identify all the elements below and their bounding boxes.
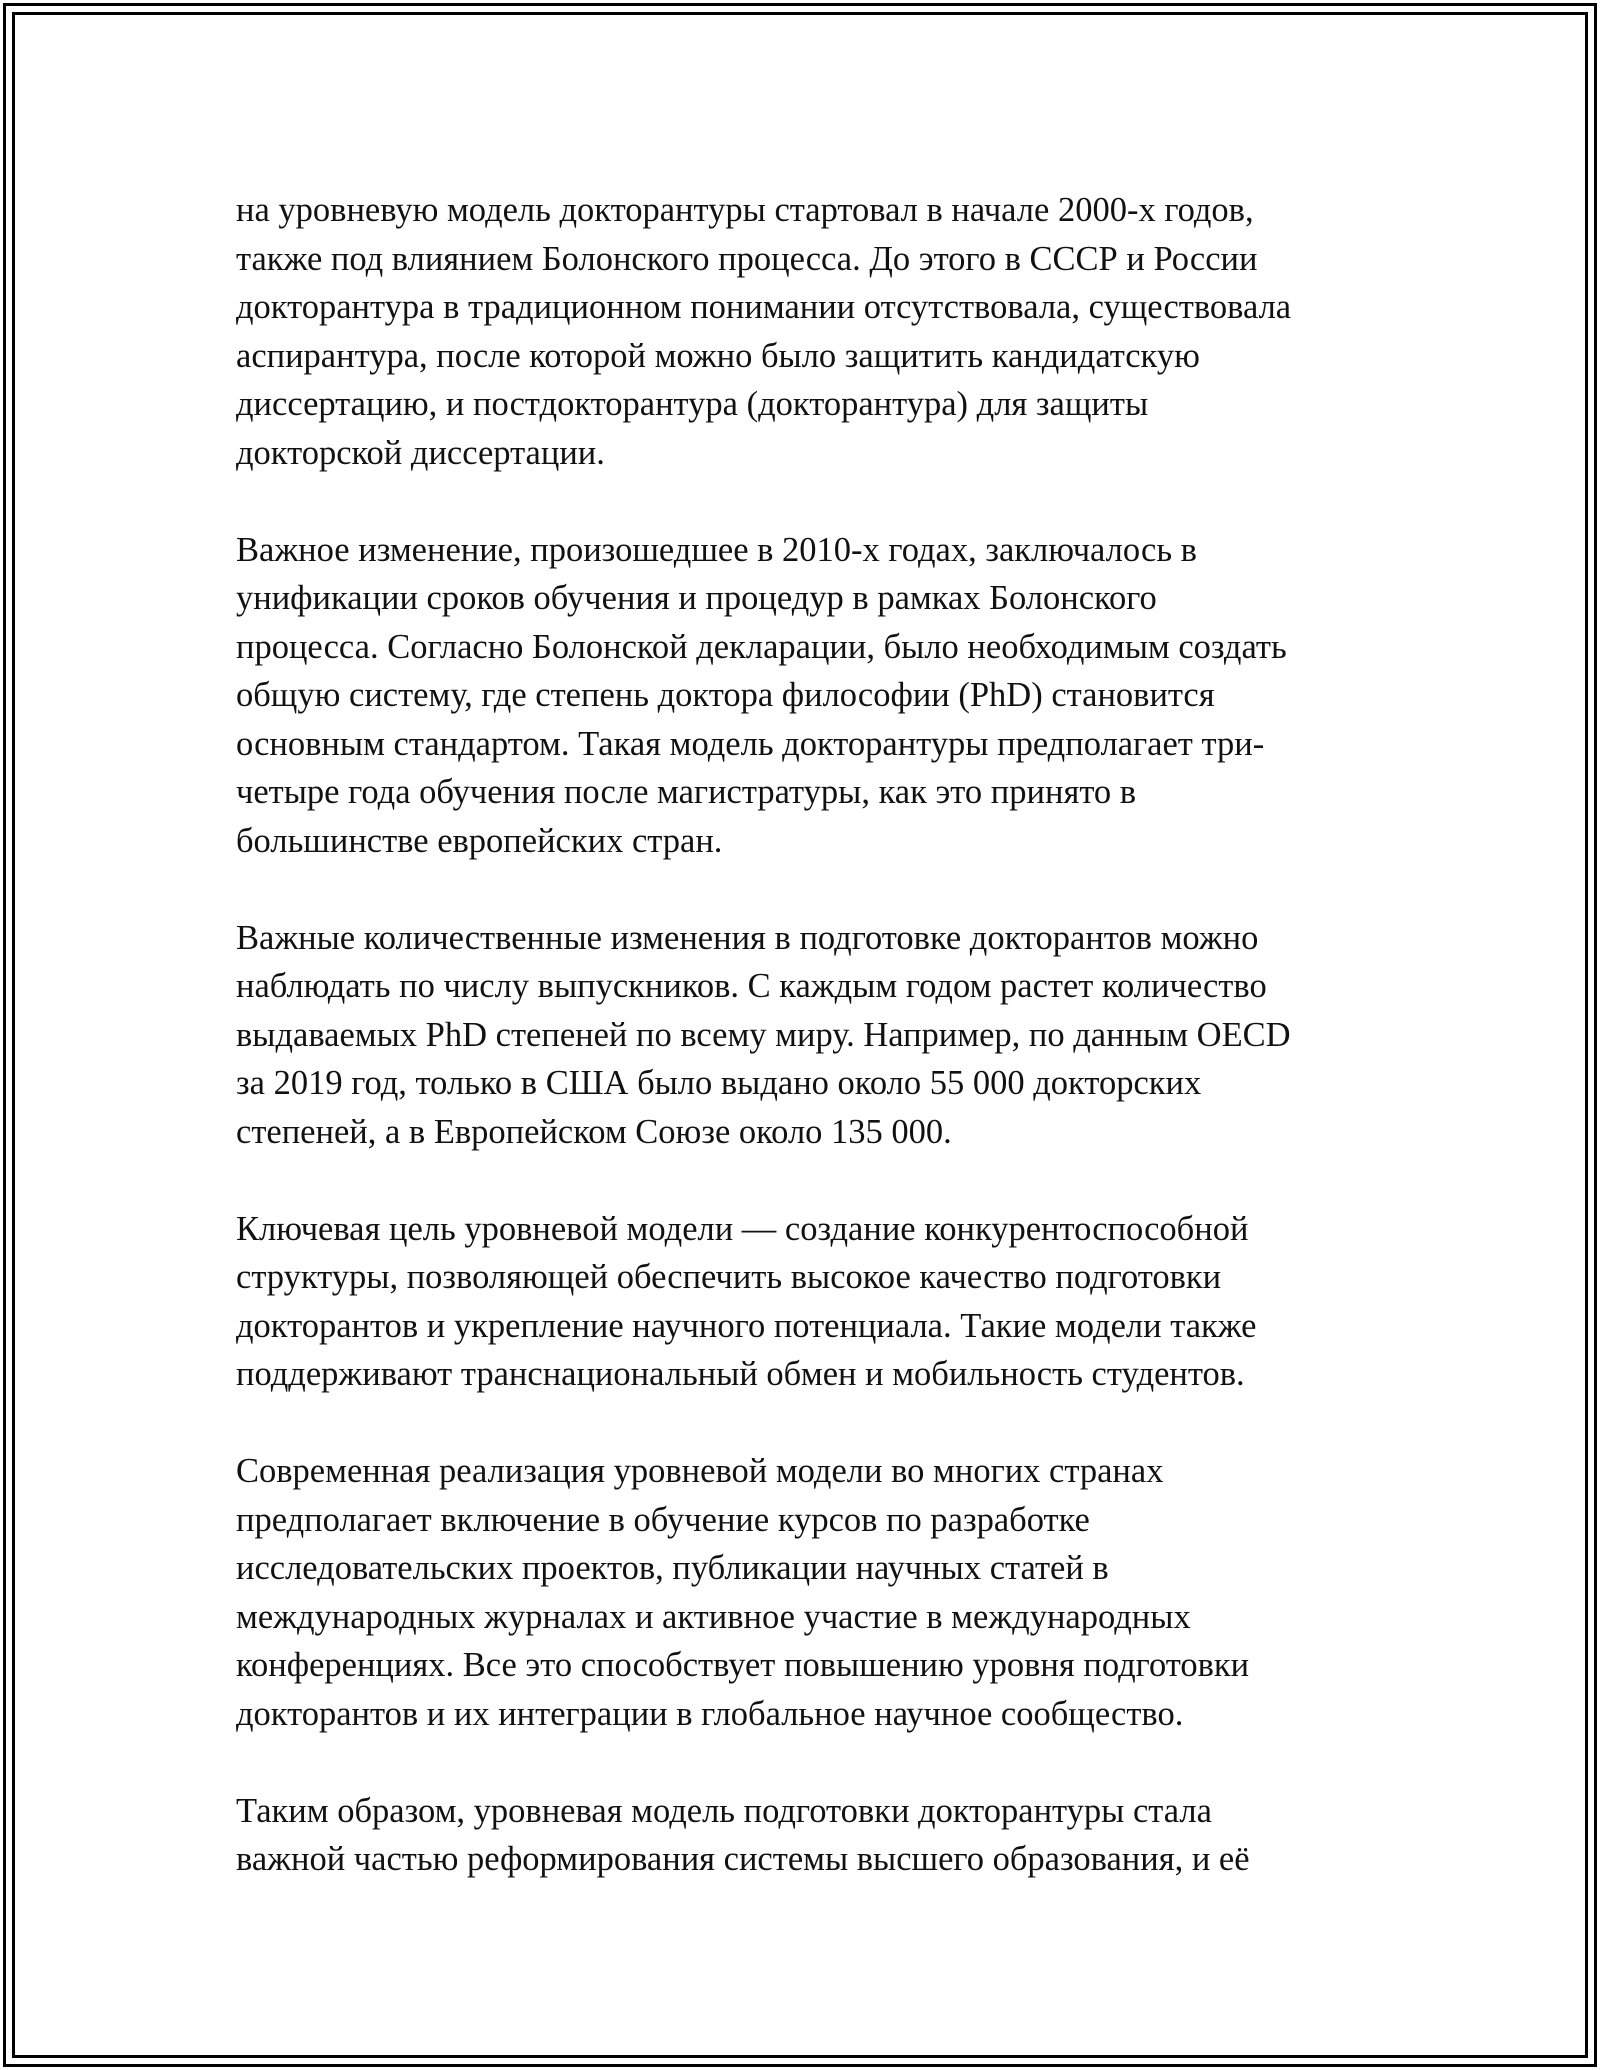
paragraph-2: Важное изменение, произошедшее в 2010-х годах, заключалось в унификации сроков обучения и процедур в рамках Болонского процесса. Согласно Болонской декларации, было необходимым создать общую систему, где степень доктора философии (PhD) становится основным стандартом. Такая модель докторантуры предполагает три- четыре года обучения после магистратуры, как это принято в большинстве европейских стран. (236, 530, 1287, 860)
paragraph-5: Современная реализация уровневой модели во многих странах предполагает включение в обучение курсов по разработке исследовательских проектов, публикации научных статей в международных журналах и активное участие в международных конференциях. Все это способствует повышению уровня подготовки докторантов и их интеграции в глобальное научное сообщество. (236, 1452, 1250, 1733)
paragraph-6: Таким образом, уровневая модель подготовки докторантуры стала важной частью реформирования системы высшего образования, и её (236, 1791, 1250, 1878)
document-body (236, 186, 1376, 1884)
paragraph-4: Ключевая цель уровневой модели — создание конкурентоспособной структуры, позволяющей обеспечить высокое качество подготовки докторантов и укрепление научного потенциала. Такие модели также поддерживают транснациональный обмен и мобильность студентов. (236, 1209, 1257, 1393)
paragraph-3: Важные количественные изменения в подготовке докторантов можно наблюдать по числу выпускников. С каждым годом растет количество выдаваемых PhD степеней по всему миру. Например, по данным OECD за 2019 год, только в США было выдано около 55 000 докторских степеней, а в Европейском Союзе около 135 000. (236, 918, 1291, 1151)
paragraph-1: на уровневую модель докторантуры стартовал в начале 2000-х годов, также под влиянием Болонского процесса. До этого в СССР и России докторантура в традиционном понимании отсутствовала, существовала аспирантура, после которой можно было защитить кандидатскую диссертацию, и постдокторантура (докторантура) для защиты докторской диссертации. (236, 191, 1292, 472)
